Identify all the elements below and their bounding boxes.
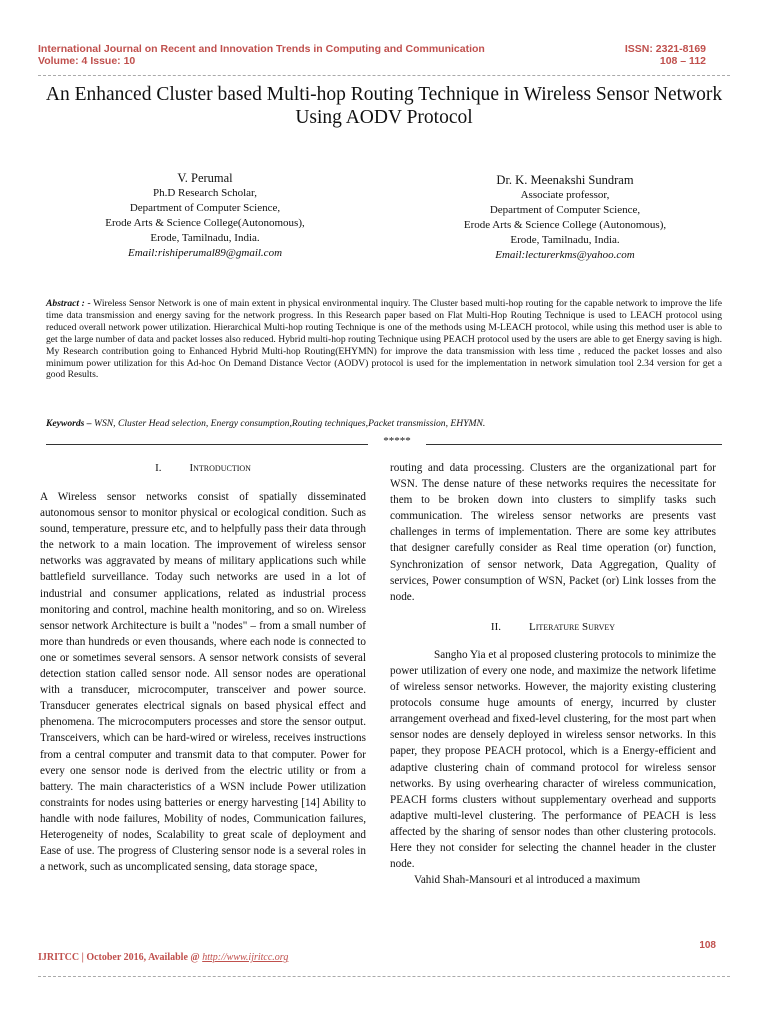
- intro-paragraph-continued: routing and data processing. Clusters are the organizational part for WSN. The dense nature of these networks requires the necessitate for them to be broken down into clusters to simplify tasks such communication. The wireless sensor networks are presents vast challenges in terms of implementation. There are some key attributes that designer carefully consider as Real time operation (or) function, Synchronization of sensor network, Data Aggregation, Quality of services, Power consumption of WSN, Packet (or) Link losses from the node.: [390, 462, 716, 603]
- journal-info: [38, 43, 485, 67]
- intro-paragraph: A Wireless sensor networks consist of spatially disseminated autonomous sensor to monitor physical or ecological condition. Such as sound, temperature, pressure etc, and to helpfully pass their data through the network to a main location. The improvement of wireless sensor networks was aggravated by means of military applications such while battlefield surveillance. Today such networks are used in a lot of industrial and consumer applications, related as industrial process monitoring and control, machine health monitoring, and so on. Wireless sensor network Architecture is built a "nodes" – from a small number of more than hundreds or even thousands, where each node is connected to one or sometimes several sensors. A sensor network consists of several detection station called sensor node. All sensor nodes are operational with a transducer, microcomputer, transceiver and power source. Transducer generates electrical signals on based physical effect and phenomena. The microcomputers processes and store the sensor output. Transceivers, which can be hard-wired or wireless, receives instructions from a central computer and transmit data to that computer. Power for every one sensor node is derived from the electric utility or from a battery. The main characteristics of a WSN include Power utilization constraints for nodes using batteries or energy harvesting [14] Ability to handle with node failures, Mobility of nodes, Communication failures, Heterogeneity of nodes, Scalability to great scale of deployment and Ease of use. The progress of Clustering sensor node is a several roles in a network, such as uncomplicated sensing, data storage space,: [40, 491, 366, 874]
- issn-info: [625, 43, 706, 67]
- literature-paragraph: Sangho Yia et al proposed clustering protocols to minimize the power utilization of every one node, and maximize the network lifetime of wireless sensor networks. However, the majority existing clustering protocols consume huge amounts of energy, incurred by cluster arrangement overhead and fixed-level clustering, for the most part when sensor nodes are densely deployed in wireless sensor networks. In this paper, they propose PEACH protocol, which is a Energy-efficient and adaptive clustering chain of command protocol for wireless sensor networks. By using overhearing character of wireless communication, PEACH forms clusters without supplementary overhead and supports adaptive multi-level clustering. The performance of PEACH is less affected by the sharing of sensor nodes than other clustering protocols. Here they not consider for selecting the channel header in the cluster node.: [390, 648, 716, 871]
- keywords: [46, 418, 722, 429]
- author-location: Erode, Tamilnadu, India.: [510, 234, 620, 246]
- issn: ISSN: 2321-8169: [624, 43, 706, 55]
- section-number: I.: [155, 462, 162, 474]
- keywords-label: Keywords –: [46, 418, 92, 429]
- section-title: Literature Survey: [529, 620, 616, 633]
- journal-name: International Journal on Recent and Innovation Trends in Computing and Communication: [38, 43, 485, 55]
- author-location: Erode, Tamilnadu, India.: [150, 232, 260, 244]
- divider-line-left: [46, 444, 368, 445]
- section-heading-introduction: [40, 460, 366, 476]
- footer-text: IJRITCC | October 2016, Available @: [38, 952, 203, 963]
- author-name: Dr. K. Meenakshi Sundram: [496, 173, 634, 187]
- author-email: Email:rishiperumal89@gmail.com: [127, 247, 283, 259]
- header-divider: [38, 75, 730, 76]
- author-dept: Department of Computer Science,: [129, 202, 281, 214]
- author-role: Associate professor,: [520, 189, 610, 201]
- literature-paragraph-2: Vahid Shah-Mansouri et al introduced a maximum: [414, 874, 641, 887]
- section-heading-literature: [390, 619, 716, 635]
- abstract-text: Wireless Sensor Network is one of main extent in physical environmental inquiry. The Cluster based multi-hop routing for the capable network to improve the life time data transmission and energy saving for the network progress. In this Research paper based on Flat Multi-Hop Routing Technique is used to LEACH protocol using reduced overall network power utilization. Hierarchical Multi-hop routing Technique is one of the methods using M-LEACH protocol, while using this method user is able to get the large number of data and packet losses also reduced. Hybrid multi-hop routing Technique using PEACH protocol used by the users are able to get Energy saving is high. My Research contribution going to Enhanced Hybrid Multi-hop Routing(EHYMN) for improve the data transmission with less time , reduced the packet losses and also minimum power utilization for this Ad-hoc On Demand Distance Vector (AODV) protocol is used for the implementation in network simulation tool 2.34 version for get a good Results.: [46, 298, 722, 381]
- section-title: Introduction: [189, 462, 251, 474]
- section-divider: [46, 436, 722, 450]
- page-range: 108 – 112: [659, 55, 706, 67]
- footer-divider: [38, 976, 730, 977]
- page-number: 108: [699, 940, 716, 951]
- journal-volume: Volume: 4 Issue: 10: [38, 55, 136, 67]
- column-right: [390, 460, 716, 888]
- author-email: Email:lecturerkms@yahoo.com: [495, 249, 635, 261]
- abstract: [46, 298, 722, 381]
- divider-stars: *****: [383, 435, 411, 447]
- author-institution: Erode Arts & Science College(Autonomous),: [105, 217, 305, 229]
- section-number: II.: [490, 620, 501, 633]
- author-institution: Erode Arts & Science College (Autonomous),: [463, 219, 667, 231]
- author-block-2: [420, 172, 710, 263]
- author-block-1: [60, 170, 350, 261]
- abstract-label: Abstract : -: [46, 298, 91, 309]
- author-role: Ph.D Research Scholar,: [152, 187, 258, 199]
- keywords-text: WSN, Cluster Head selection, Energy consumption,Routing techniques,Packet transmission, EHYMN.: [91, 418, 486, 429]
- author-dept: Department of Computer Science,: [489, 204, 641, 216]
- paper-title: An Enhanced Cluster based Multi-hop Routing Technique in Wireless Sensor Network Using AODV Protocol: [45, 84, 723, 128]
- footer: [38, 952, 288, 963]
- column-left: [40, 460, 366, 875]
- author-name: V. Perumal: [177, 171, 233, 185]
- divider-line-right: [426, 444, 722, 445]
- footer-link[interactable]: http://www.ijritcc.org: [202, 952, 289, 963]
